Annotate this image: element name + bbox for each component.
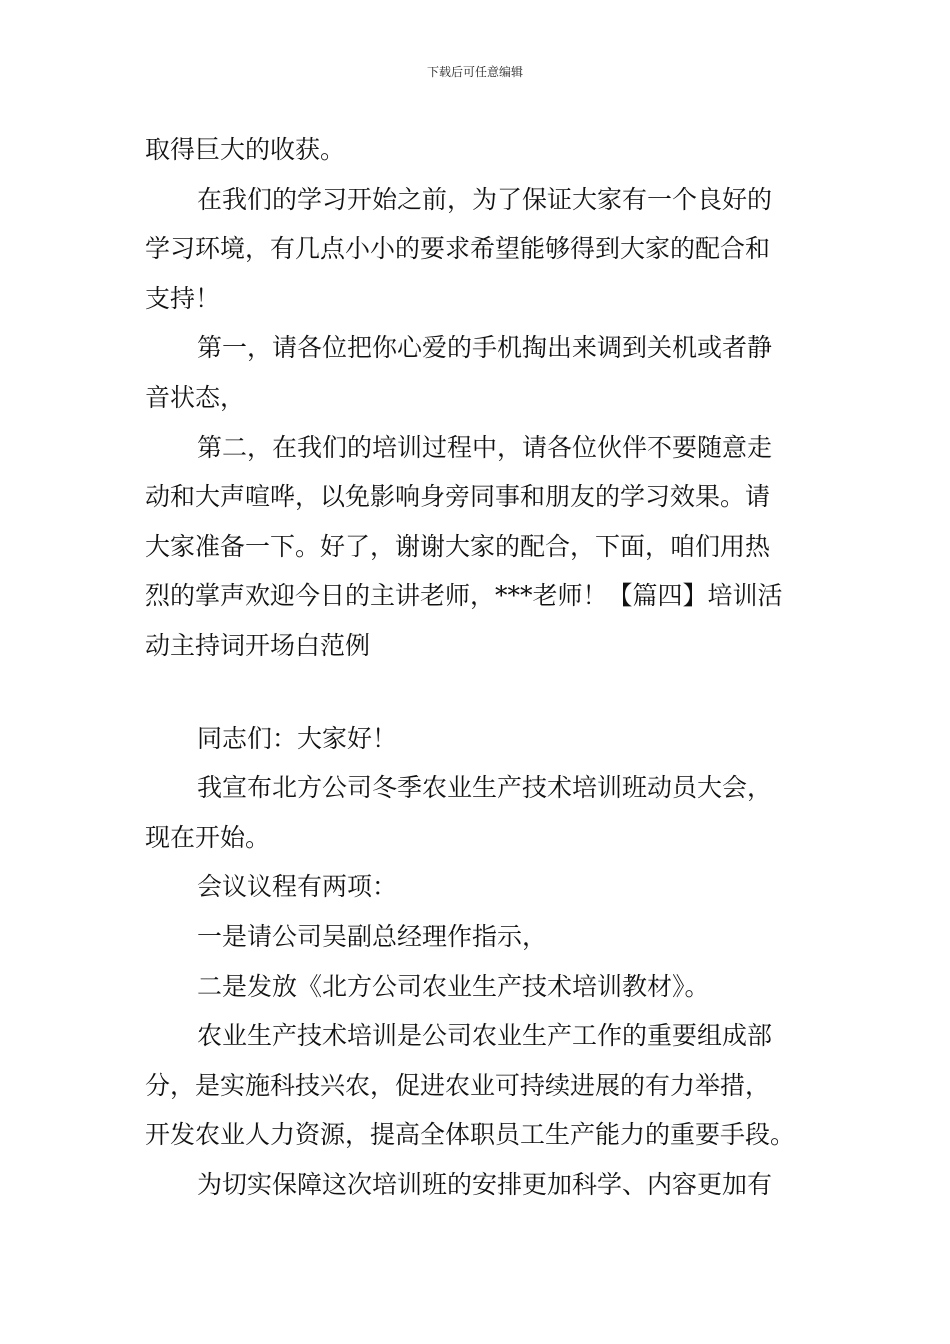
paragraph (145, 714, 815, 764)
text-line: 分，是实施科技兴农，促进农业可持续进展的有力举措， (145, 1070, 771, 1100)
paragraph (145, 175, 815, 324)
text-line: 支持！ (145, 283, 221, 313)
text-line: 音状态， (145, 382, 246, 412)
text-line: 现在开始。 (145, 822, 271, 852)
text-line: 会议议程有两项： (197, 872, 398, 902)
text-line: 学习环境，有几点小小的要求希望能够得到大家的配合和 (145, 234, 771, 264)
paragraph (145, 763, 815, 862)
text-line: 第二，在我们的培训过程中，请各位伙伴不要随意走 (197, 432, 773, 462)
text-line: 动主持词开场白范例 (145, 630, 371, 660)
text-line: 同志们：大家好！ (197, 723, 398, 753)
paragraph (145, 862, 815, 912)
text-line: 一是请公司吴副总经理作指示， (197, 921, 548, 951)
text-line: 我宣布北方公司冬季农业生产技术培训班动员大会， (197, 773, 773, 803)
text-line: 取得巨大的收获。 (145, 135, 346, 164)
blank-spacer (145, 671, 815, 714)
text-line: 为切实保障这次培训班的安排更加科学、内容更加有 (197, 1169, 773, 1199)
text-line: 在我们的学习开始之前，为了保证大家有一个良好的 (197, 184, 773, 214)
text-line: 开发农业人力资源，提高全体职员工生产能力的重要手段。 (145, 1120, 796, 1150)
document-body (145, 125, 815, 1209)
text-line: 第一，请各位把你心爱的手机掏出来调到关机或者静 (197, 333, 773, 363)
page-header: 下载后可任意编辑 (426, 65, 523, 79)
text-line: 二是发放《北方公司农业生产技术培训教材》。 (197, 971, 710, 1001)
paragraph (145, 1011, 815, 1160)
paragraph (145, 125, 815, 175)
text-line: 大家准备一下。好了，谢谢大家的配合，下面，咱们用热 (145, 531, 771, 561)
paragraph (145, 1160, 815, 1210)
text-line: 烈的掌声欢迎今日的主讲老师，***老师！【篇四】培训活 (145, 581, 783, 611)
paragraph (145, 962, 815, 1012)
paragraph (145, 423, 815, 671)
paragraph (145, 323, 815, 422)
text-line: 动和大声喧哗，以免影响身旁同事和朋友的学习效果。请 (145, 482, 771, 512)
text-line: 农业生产技术培训是公司农业生产工作的重要组成部 (197, 1021, 773, 1051)
paragraph (145, 912, 815, 962)
